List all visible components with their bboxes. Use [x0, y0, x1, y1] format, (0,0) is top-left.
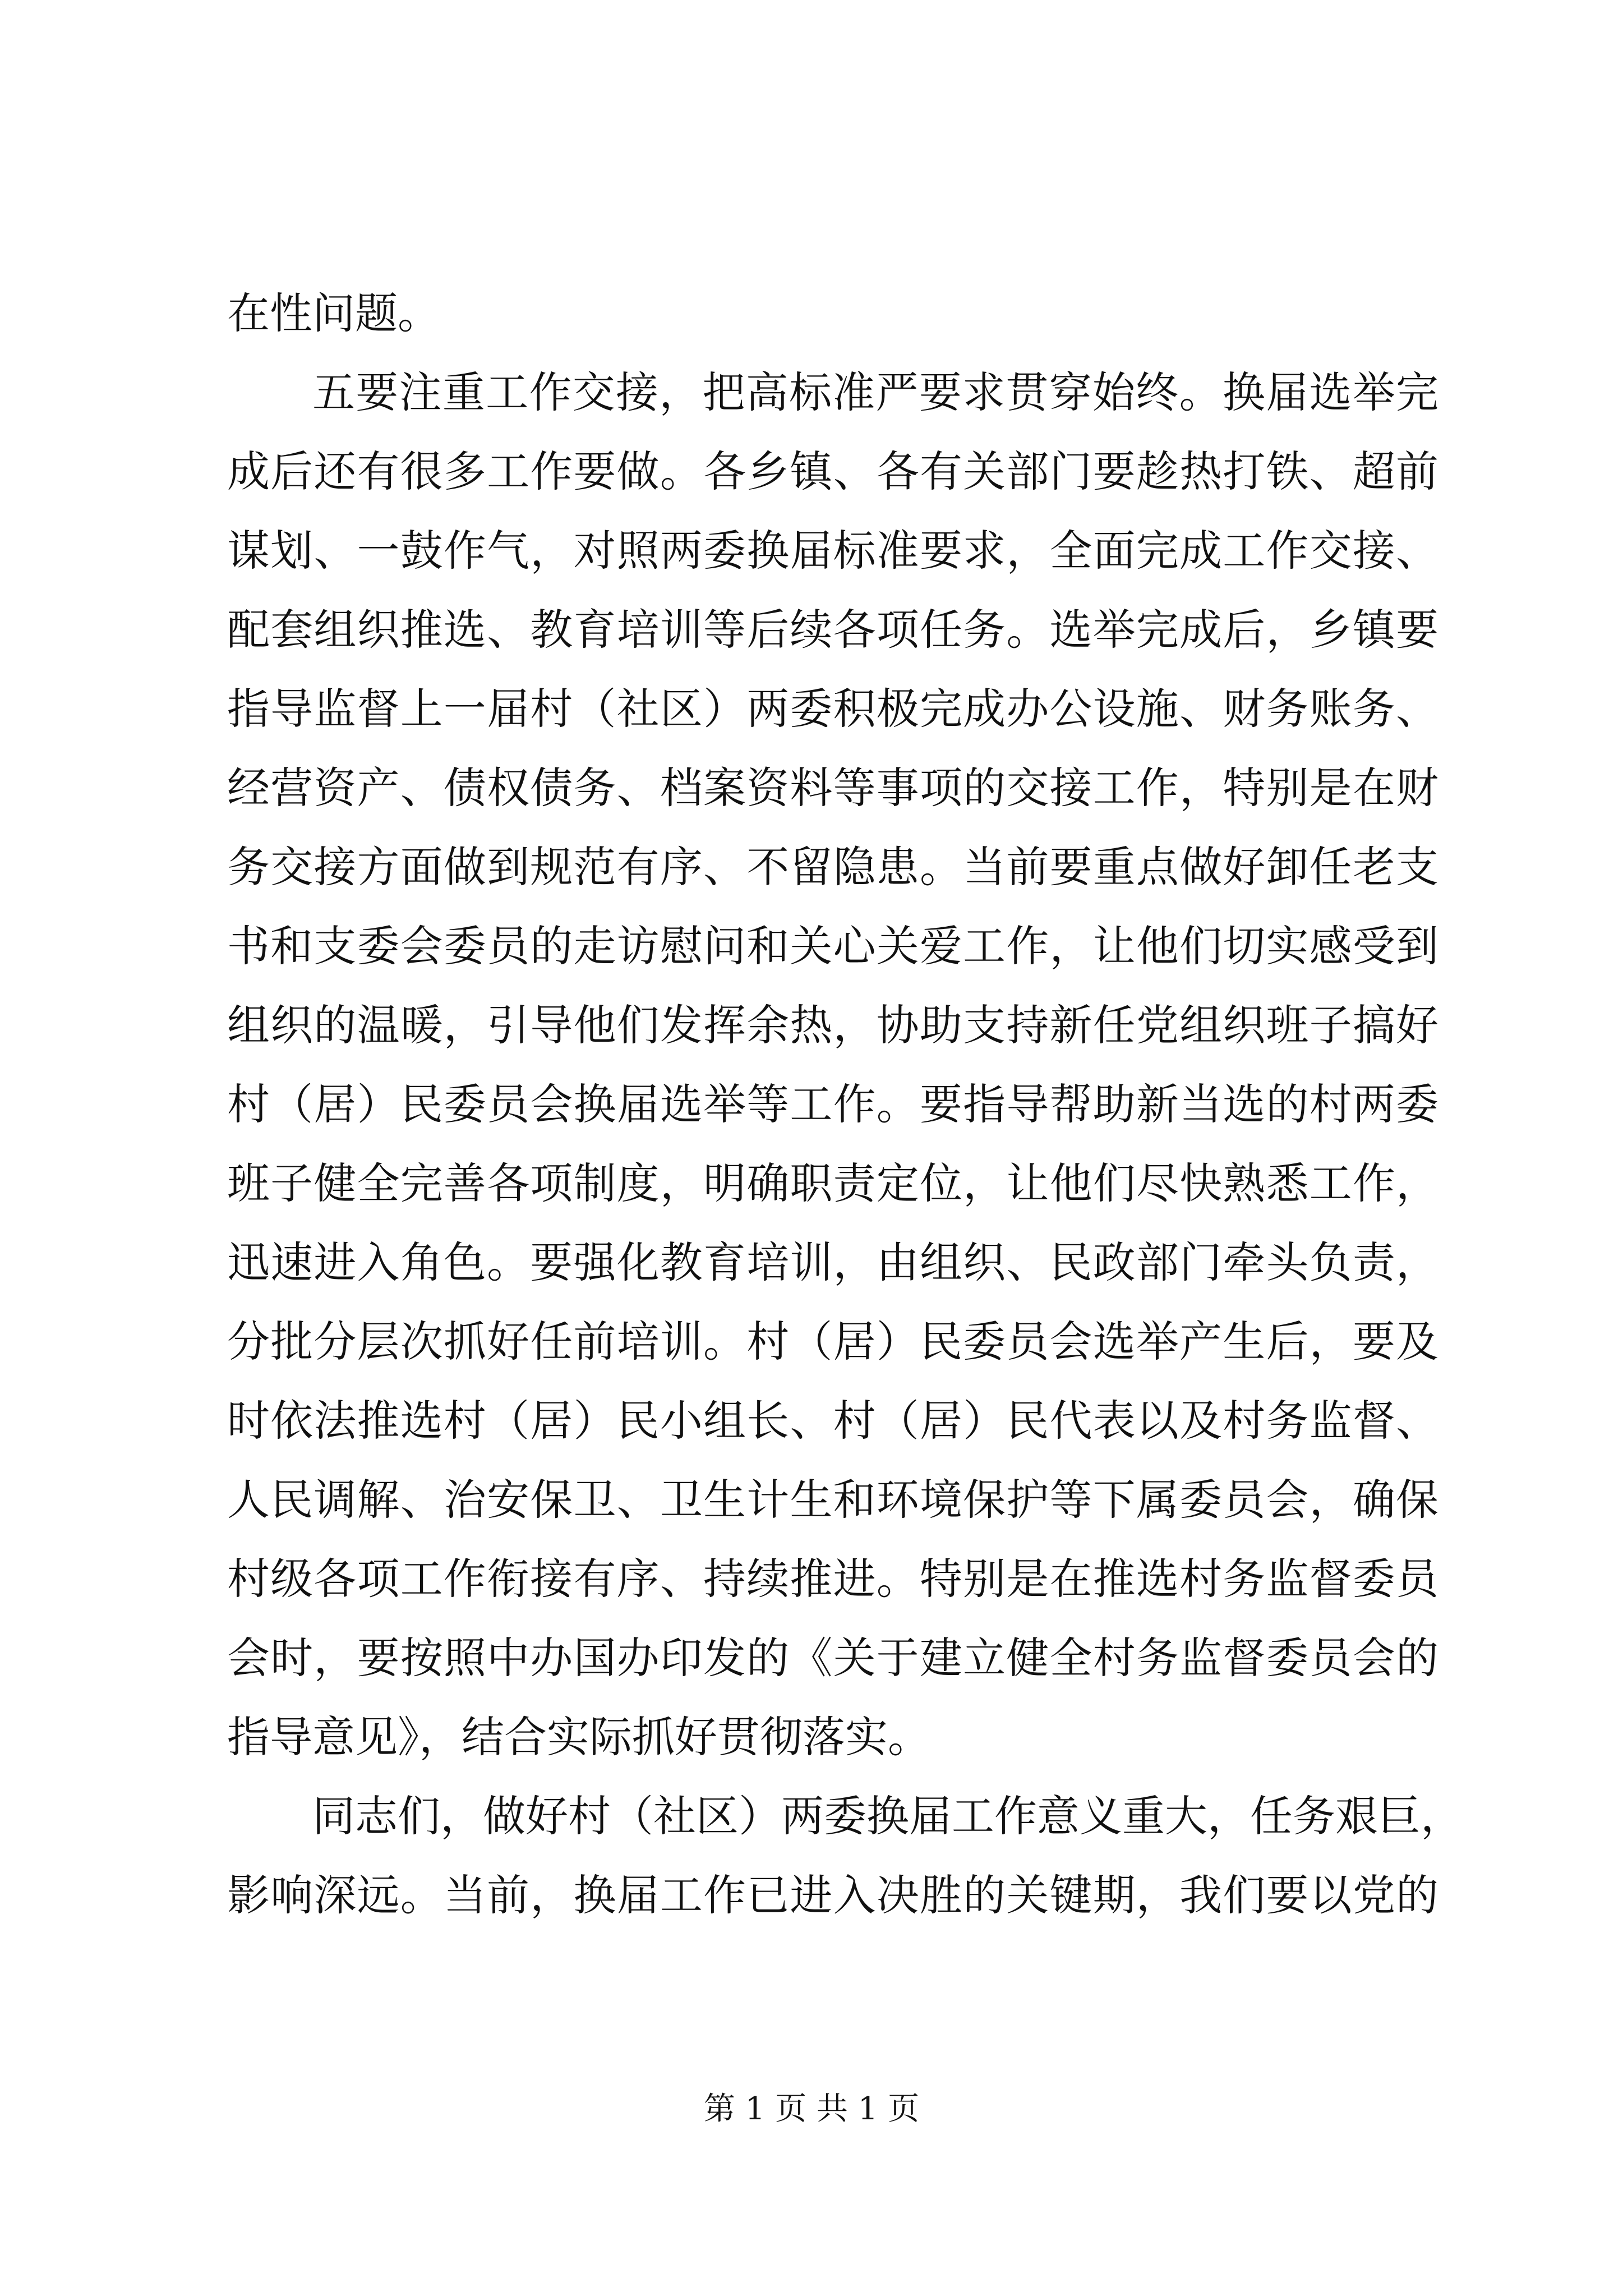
text-line: 谋划、一鼓作气，对照两委换届标准要求，全面完成工作交接、 — [227, 526, 1438, 576]
text-line: 村级各项工作衔接有序、持续推进。特别是在推选村务监督委员 — [227, 1554, 1438, 1604]
text-line: 成后还有很多工作要做。各乡镇、各有关部门要趁热打铁、超前 — [227, 447, 1438, 496]
text-line: 迅速进入角色。要强化教育培训，由组织、民政部门牵头负责， — [227, 1237, 1438, 1287]
paragraph-start-line: 五要注重工作交接，把高标准严要求贯穿始终。换届选举完 — [312, 367, 1438, 417]
text-line: 在性问题。 — [227, 288, 440, 338]
text-line: 村（居）民委员会换届选举等工作。要指导帮助新当选的村两委 — [227, 1079, 1438, 1129]
text-line: 时依法推选村（居）民小组长、村（居）民代表以及村务监督、 — [227, 1396, 1438, 1446]
paragraph-start-line: 同志们，做好村（社区）两委换届工作意义重大，任务艰巨， — [312, 1791, 1463, 1841]
text-line: 人民调解、治安保卫、卫生计生和环境保护等下属委员会，确保 — [227, 1475, 1438, 1525]
text-line: 指导监督上一届村（社区）两委积极完成办公设施、财务账务、 — [227, 684, 1438, 734]
text-line: 班子健全完善各项制度，明确职责定位，让他们尽快熟悉工作， — [227, 1158, 1438, 1208]
page-footer: 第 1 页 共 1 页 — [703, 2091, 920, 2127]
text-line: 会时，要按照中办国办印发的《关于建立健全村务监督委员会的 — [227, 1633, 1438, 1683]
text-line: 影响深远。当前，换届工作已进入决胜的关键期，我们要以党的 — [227, 1870, 1438, 1920]
text-line: 书和支委会委员的走访慰问和关心关爱工作，让他们切实感受到 — [227, 921, 1438, 971]
text-line: 经营资产、债权债务、档案资料等事项的交接工作，特别是在财 — [227, 763, 1438, 813]
body-text — [227, 274, 1463, 1935]
text-line: 分批分层次抓好任前培训。村（居）民委员会选举产生后，要及 — [227, 1317, 1438, 1366]
text-line: 指导意见》，结合实际抓好贯彻落实。 — [227, 1712, 930, 1762]
text-line: 务交接方面做到规范有序、不留隐患。当前要重点做好卸任老支 — [227, 842, 1438, 892]
text-line: 组织的温暖，引导他们发挥余热，协助支持新任党组织班子搞好 — [227, 1000, 1438, 1050]
text-line: 配套组织推选、教育培训等后续各项任务。选举完成后，乡镇要 — [227, 605, 1438, 655]
